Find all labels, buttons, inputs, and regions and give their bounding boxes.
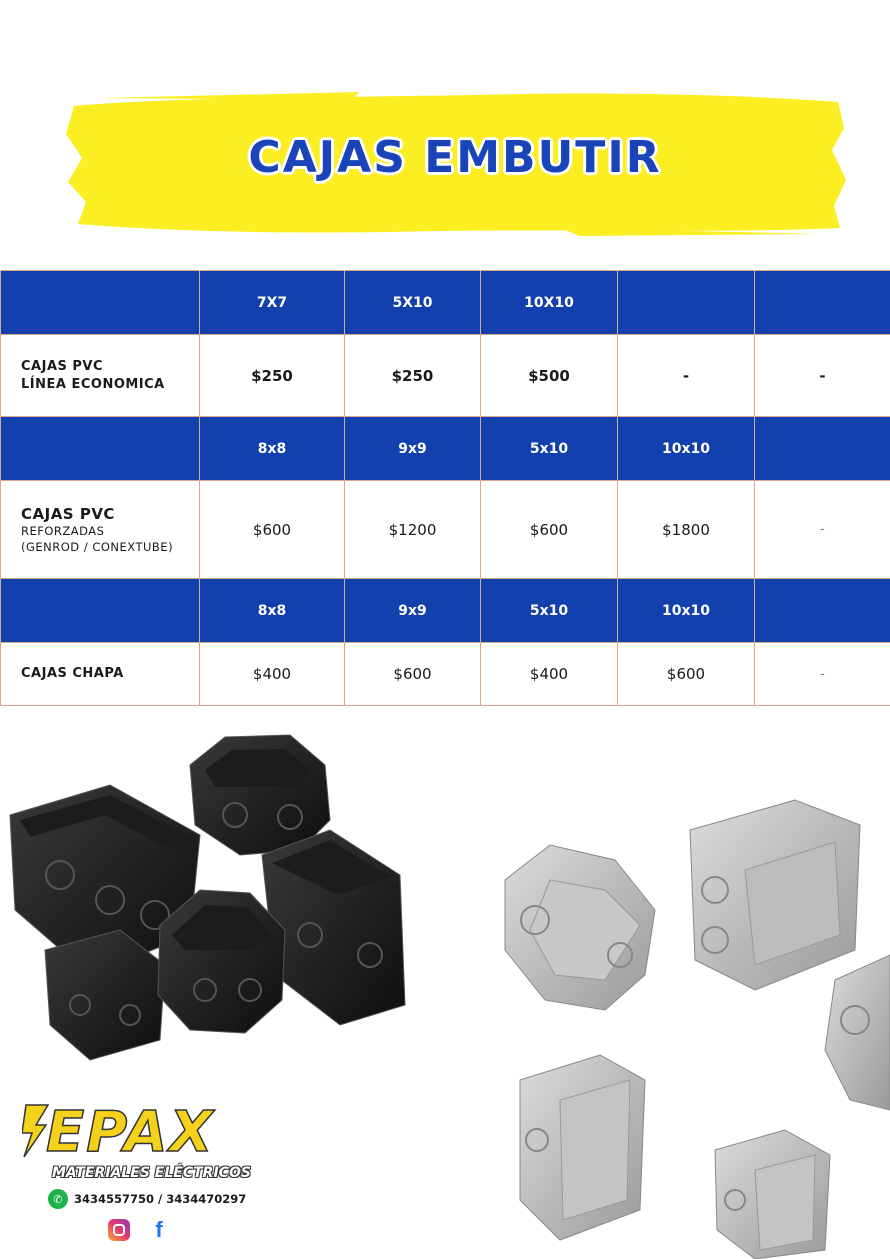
table-row bbox=[1, 335, 890, 417]
logo-subtitle: MATERIALES ELÉCTRICOS bbox=[52, 1165, 251, 1181]
price-cell: $600 bbox=[200, 481, 345, 579]
header-cell: 9x9 bbox=[345, 579, 481, 643]
header-cell bbox=[755, 417, 890, 481]
price-cell: $500 bbox=[481, 335, 618, 417]
price-cell: $400 bbox=[200, 643, 345, 706]
grey-pvc-boxes-photo bbox=[455, 780, 890, 1259]
header-cell: 5x10 bbox=[481, 417, 618, 481]
instagram-icon[interactable] bbox=[108, 1219, 130, 1241]
header-cell: 7X7 bbox=[200, 271, 345, 335]
header-cell: 8x8 bbox=[200, 417, 345, 481]
price-cell: - bbox=[755, 643, 890, 706]
whatsapp-icon[interactable]: ✆ bbox=[48, 1189, 68, 1209]
phone-numbers: 3434557750 / 3434470297 bbox=[74, 1192, 247, 1206]
row-label bbox=[1, 643, 200, 706]
price-cell: - bbox=[755, 481, 890, 579]
price-cell: $1200 bbox=[345, 481, 481, 579]
price-cell: $250 bbox=[345, 335, 481, 417]
row-label-line: REFORZADAS bbox=[21, 523, 105, 538]
header-cell bbox=[1, 417, 200, 481]
header-cell bbox=[618, 271, 755, 335]
header-cell: 9x9 bbox=[345, 417, 481, 481]
price-cell: - bbox=[755, 335, 890, 417]
row-label-line: CAJAS PVC bbox=[21, 504, 115, 523]
phone-line bbox=[48, 1189, 246, 1209]
price-cell: $1800 bbox=[618, 481, 755, 579]
price-cell: $600 bbox=[481, 481, 618, 579]
row-label-line: CAJAS CHAPA bbox=[21, 666, 124, 681]
black-metal-boxes-photo bbox=[0, 725, 430, 1105]
table-header-row bbox=[1, 417, 890, 481]
table-header-row bbox=[1, 271, 890, 335]
price-cell: $400 bbox=[481, 643, 618, 706]
header-cell: 10x10 bbox=[618, 417, 755, 481]
row-label-line: (GENROD / CONEXTUBE) bbox=[21, 539, 174, 554]
price-cell: $600 bbox=[345, 643, 481, 706]
header-cell: 10X10 bbox=[481, 271, 618, 335]
page-title: CAJAS EMBUTIR bbox=[248, 132, 662, 183]
epax-logo bbox=[22, 1095, 252, 1255]
table-header-row bbox=[1, 579, 890, 643]
header-cell: 10x10 bbox=[618, 579, 755, 643]
header-cell bbox=[1, 271, 200, 335]
epax-logo-mark bbox=[22, 1095, 252, 1165]
price-table bbox=[0, 270, 890, 706]
price-cell: - bbox=[618, 335, 755, 417]
table-row bbox=[1, 643, 890, 706]
header-cell bbox=[1, 579, 200, 643]
row-label bbox=[1, 481, 200, 579]
price-cell: $250 bbox=[200, 335, 345, 417]
logo-word: EPAX bbox=[46, 1100, 215, 1165]
header-cell bbox=[755, 579, 890, 643]
header-cell bbox=[755, 271, 890, 335]
header-cell: 5x10 bbox=[481, 579, 618, 643]
title-banner bbox=[60, 88, 850, 238]
header-cell: 5X10 bbox=[345, 271, 481, 335]
social-links bbox=[108, 1219, 170, 1241]
lightning-icon bbox=[22, 1105, 48, 1157]
row-label-line: LÍNEA ECONOMICA bbox=[21, 376, 165, 392]
row-label bbox=[1, 335, 200, 417]
table-row bbox=[1, 481, 890, 579]
price-cell: $600 bbox=[618, 643, 755, 706]
row-label-line: CAJAS PVC bbox=[21, 358, 104, 374]
header-cell: 8x8 bbox=[200, 579, 345, 643]
facebook-icon[interactable]: f bbox=[155, 1217, 163, 1242]
